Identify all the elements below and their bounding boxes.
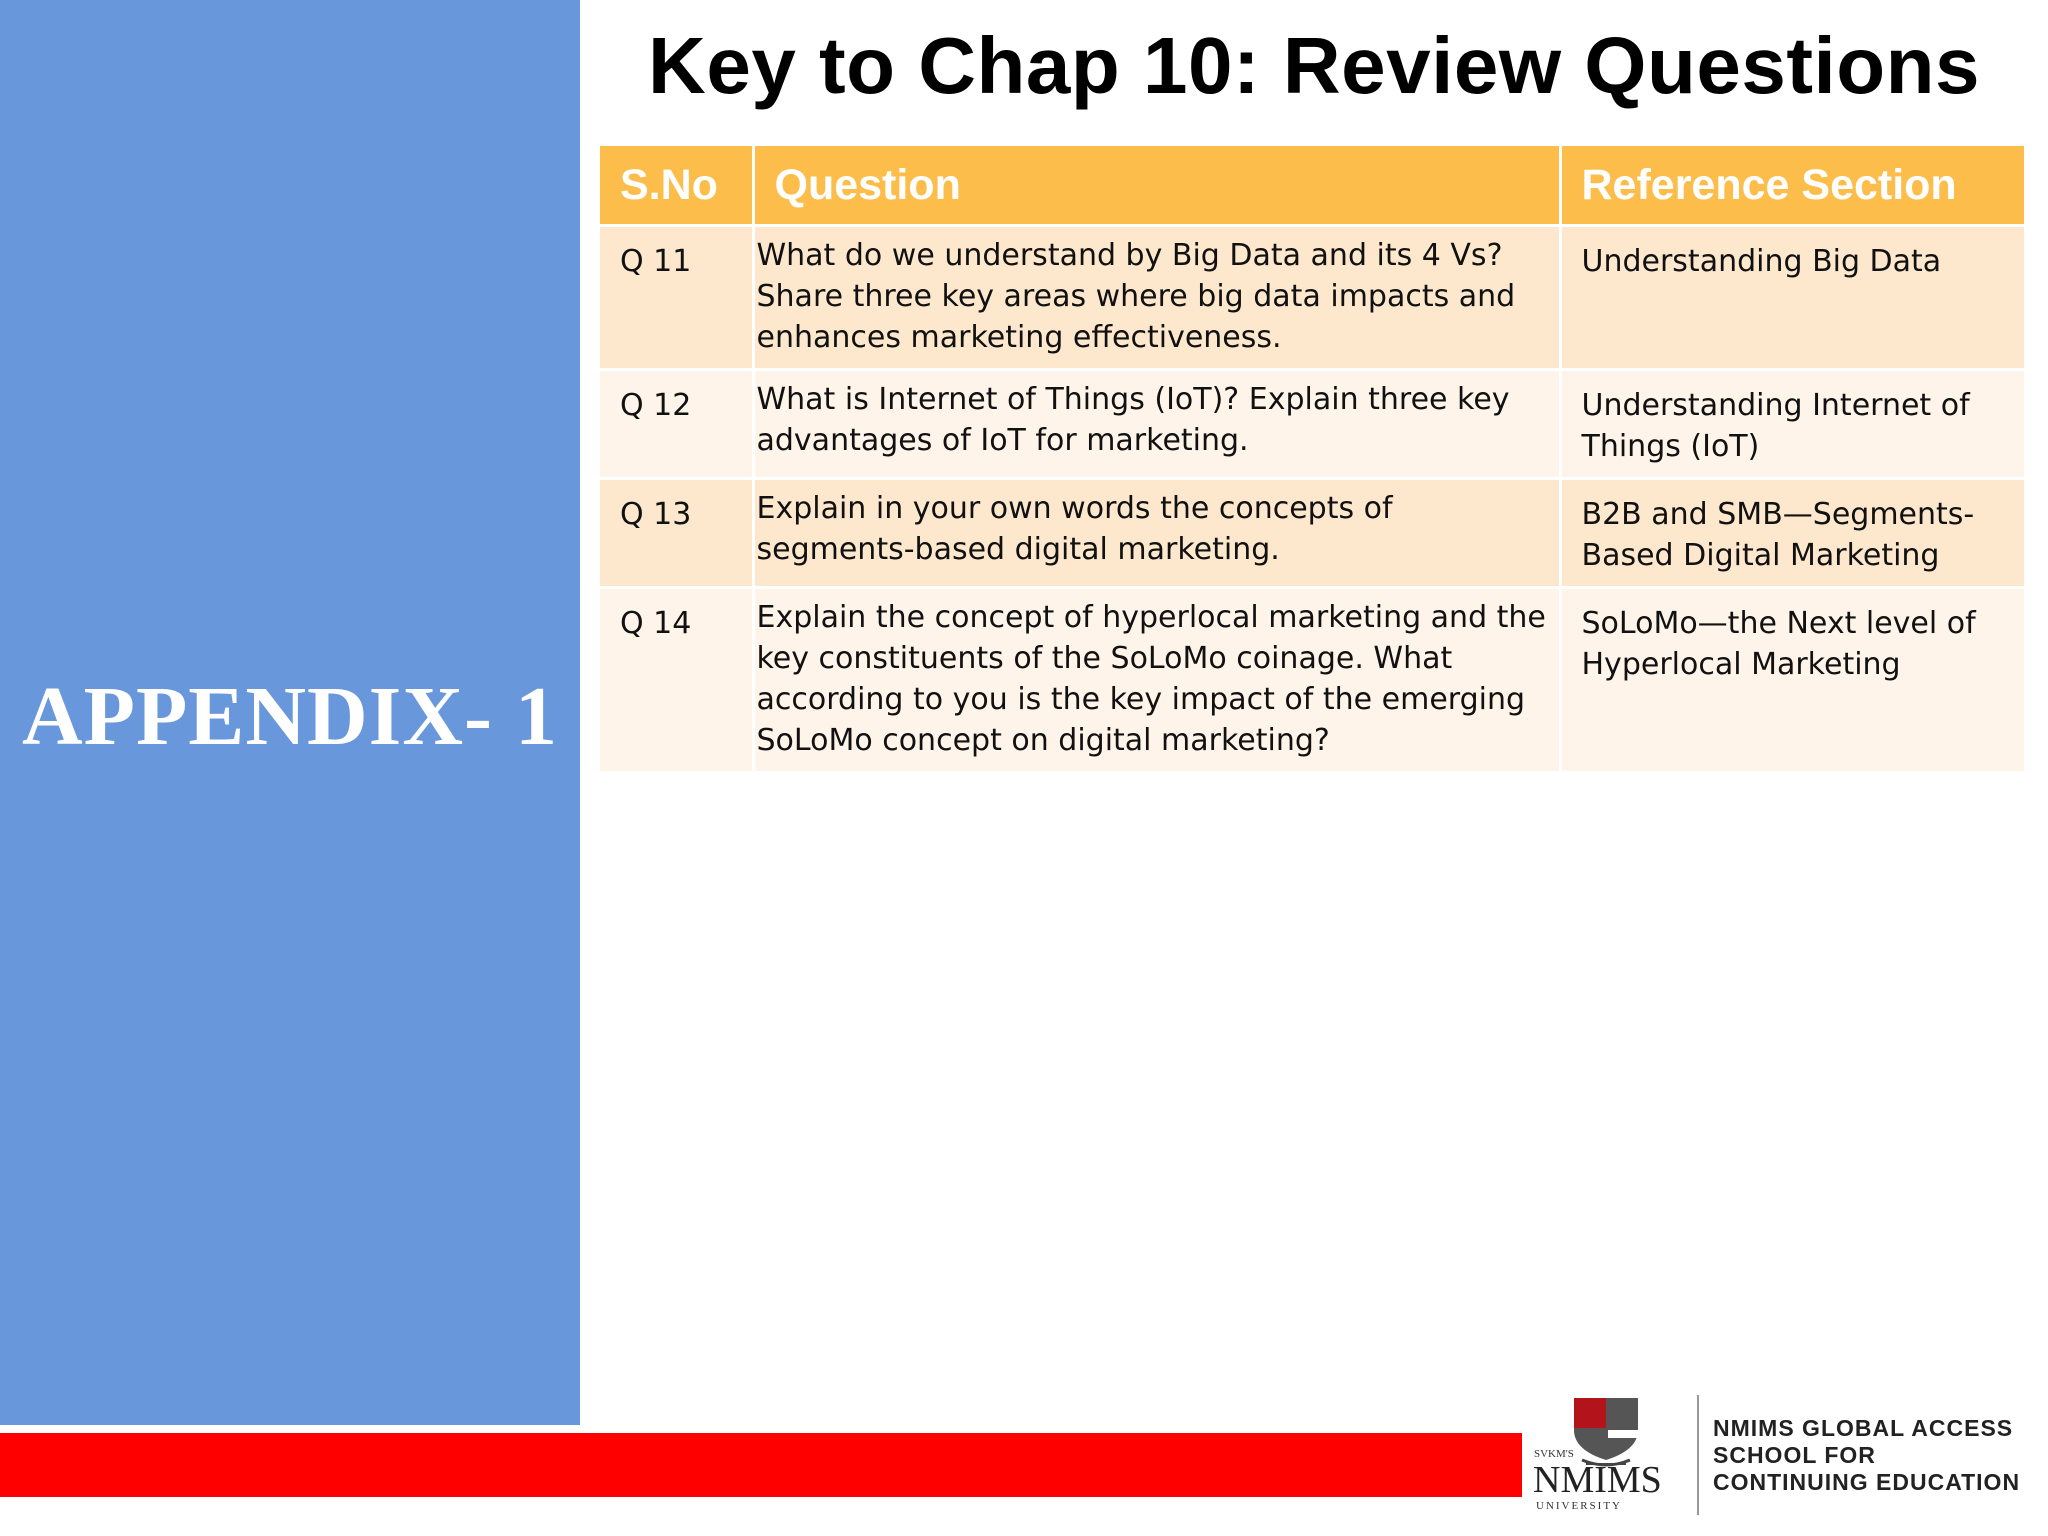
row-question: What do we understand by Big Data and its 4 Vs? Share three key areas where big data impacts and enhances marketing effectiveness. [753, 226, 1560, 370]
header-reference: Reference Section [1560, 146, 2024, 226]
slide-title: Key to Chap 10: Review Questions [648, 21, 1980, 110]
row-sno: Q 13 [600, 479, 753, 588]
row-reference: B2B and SMB—Segments-Based Digital Marketing [1560, 479, 2024, 588]
row-question: Explain in your own words the concepts of segments-based digital marketing. [753, 479, 1560, 588]
row-reference: Understanding Big Data [1560, 226, 2024, 370]
header-question: Question [753, 146, 1560, 226]
row-question: What is Internet of Things (IoT)? Explain three key advantages of IoT for marketing. [753, 370, 1560, 479]
row-question: Explain the concept of hyperlocal marketing and the key constituents of the SoLoMo coinage. What according to you is the key impact of the emerging SoLoMo concept on digital marketing? [753, 588, 1560, 773]
header-sno: S.No [600, 146, 753, 226]
logo-suffix: UNIVERSITY [1536, 1500, 1622, 1512]
logo-prefix: SVKM'S [1534, 1448, 1574, 1460]
footer-red-bar [0, 1433, 1522, 1497]
school-name [1713, 1415, 2020, 1496]
row-sno: Q 11 [600, 226, 753, 370]
review-questions-table [600, 146, 2024, 774]
table-row [600, 479, 2024, 588]
row-reference: SoLoMo—the Next level of Hyperlocal Marketing [1560, 588, 2024, 773]
appendix-label: APPENDIX- 1 [22, 670, 558, 763]
table-row [600, 370, 2024, 479]
school-line: CONTINUING EDUCATION [1713, 1469, 2021, 1495]
school-line: NMIMS GLOBAL ACCESS [1713, 1415, 2014, 1441]
table-row [600, 226, 2024, 370]
logo-name: NMIMS [1533, 1459, 1662, 1501]
school-line: SCHOOL FOR [1713, 1442, 1876, 1468]
row-sno: Q 14 [600, 588, 753, 773]
table-header-row [600, 146, 2024, 226]
footer-divider [1697, 1395, 1699, 1515]
row-reference: Understanding Internet of Things (IoT) [1560, 370, 2024, 479]
row-sno: Q 12 [600, 370, 753, 479]
table-row [600, 588, 2024, 773]
